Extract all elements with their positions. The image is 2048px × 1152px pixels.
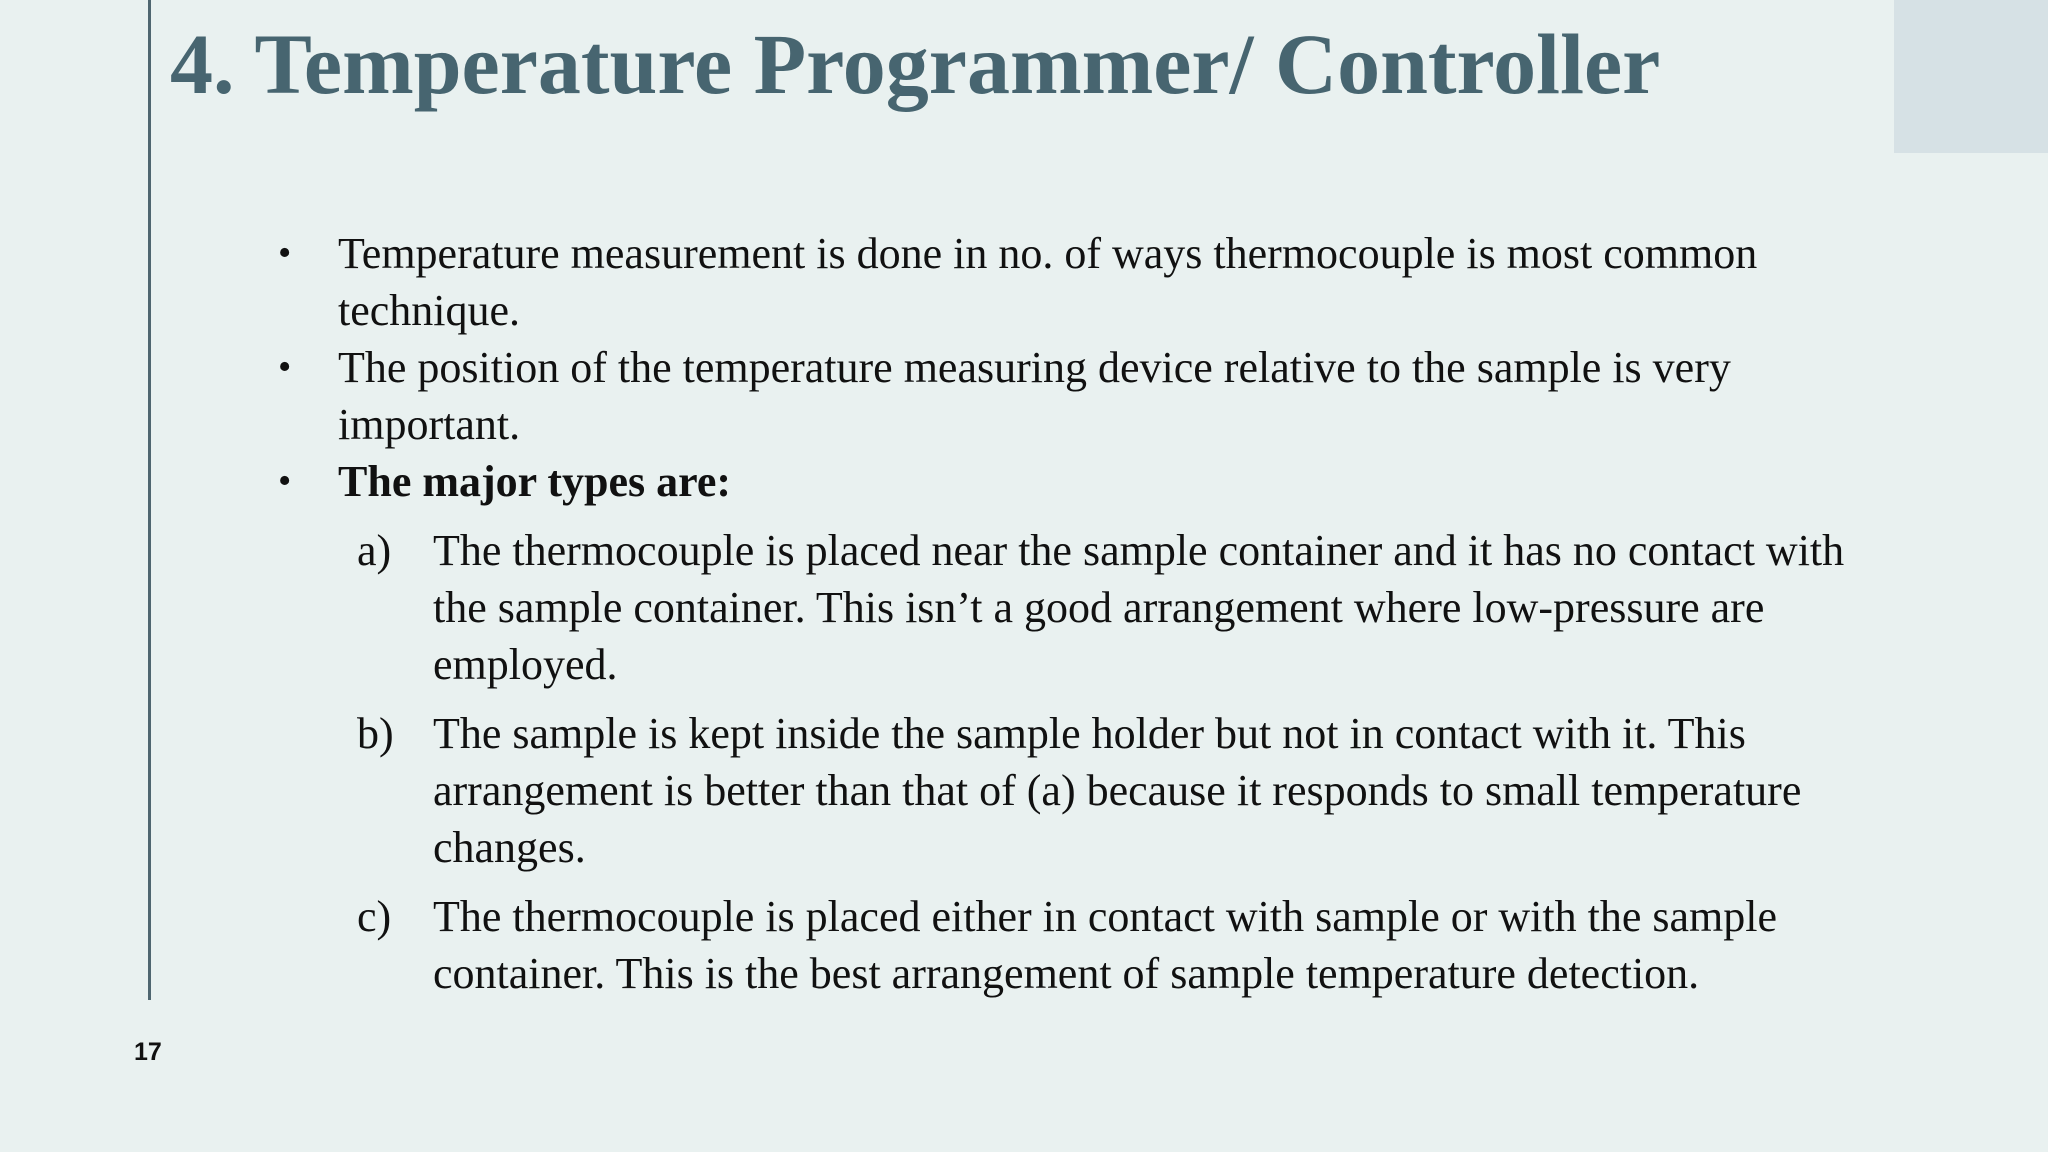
bullet-text: The position of the temperature measuring device relative to the sample is very important.: [338, 343, 1731, 449]
subitem-marker: c): [357, 892, 392, 941]
bullet-item: [270, 453, 1890, 510]
bullet-marker: •: [278, 460, 292, 502]
page-number: 17: [134, 1038, 162, 1066]
bullet-text: Temperature measurement is done in no. of ways thermocouple is most common technique.: [338, 229, 1758, 335]
subitem-text: The thermocouple is placed near the sample container and it has no contact with the sample container. This isn’t a good arrangement where low-pressure are employed.: [433, 526, 1845, 689]
slide-content: [270, 225, 1890, 1002]
subitem-b: [270, 705, 1890, 876]
bullet-item: [270, 225, 1890, 339]
subitem-marker: a): [357, 526, 392, 575]
subitem-text: The sample is kept inside the sample holder but not in contact with it. This arrangement is better than that of (a) because it responds to small temperature changes.: [433, 709, 1802, 872]
bullet-text-bold: The major types are:: [338, 457, 732, 506]
subitem-a: [270, 522, 1890, 693]
subitem-marker: b): [357, 709, 394, 758]
bullet-item: [270, 339, 1890, 453]
slide-title: 4. Temperature Programmer/ Controller: [170, 16, 1661, 112]
subitem-text: The thermocouple is placed either in contact with sample or with the sample container. This is the best arrangement of sample temperature detection.: [433, 892, 1778, 998]
subitem-c: [270, 888, 1890, 1002]
corner-accent-block: [1894, 0, 2048, 153]
vertical-accent-line: [148, 0, 151, 1000]
bullet-marker: •: [278, 232, 292, 274]
bullet-marker: •: [278, 346, 292, 388]
